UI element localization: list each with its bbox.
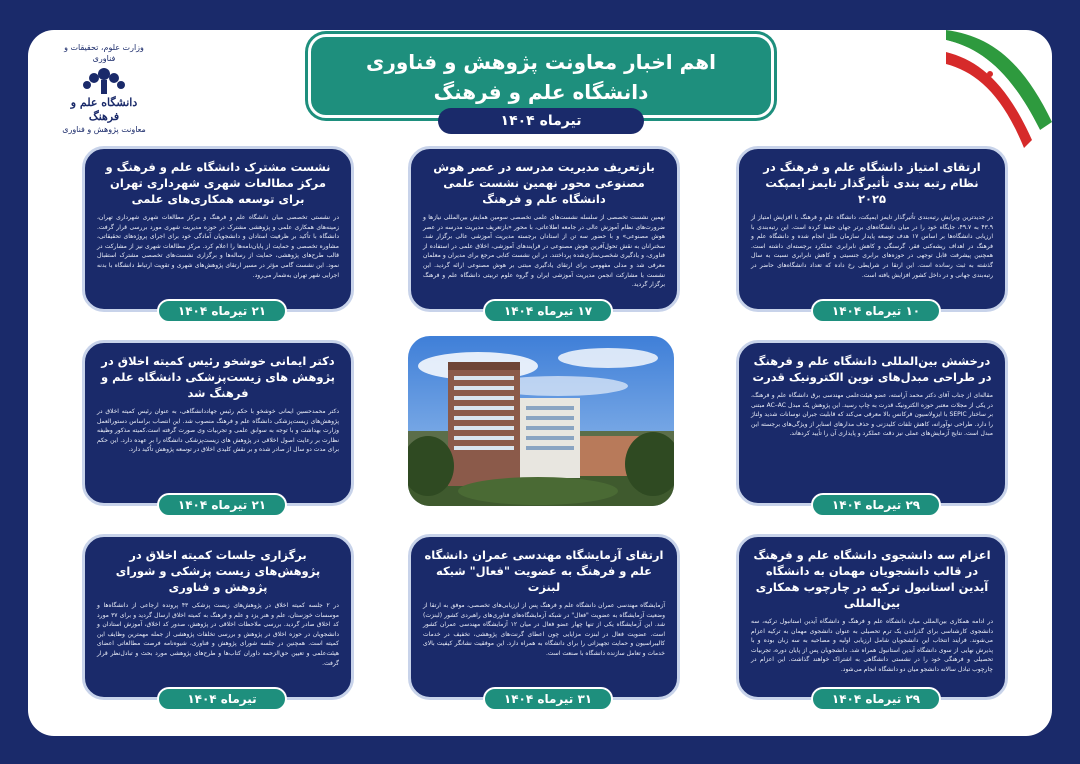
- news-card-ethics-research-council: [82, 534, 354, 706]
- iran-flag-icon: [940, 30, 1052, 150]
- page-title-line-1: اهم اخبار معاونت پژوهش و فناوری: [366, 50, 716, 74]
- news-card-date: ۳۱ تیرماه ۱۴۰۴: [483, 687, 613, 711]
- news-card-times-impact: [736, 146, 1008, 318]
- news-card-date: تیرماه ۱۴۰۴: [157, 687, 287, 711]
- news-card-title: ارتقای آزمایشگاه مهندسی عمران دانشگاه علم و فرهنگ به عضویت "فعال" شبکه لبنزت: [424, 548, 664, 594]
- news-card-ethics-committee-head: [82, 340, 354, 512]
- news-card-power-electronics: [736, 340, 1008, 512]
- news-card-body: در نشستی تخصصی میان دانشگاه علم و فرهنگ و مرکز مطالعات شهری شهرداری تهران، زمینه‌های همکاری علمی و پژوهشی مشترک در حوزه مدیریت شهری مورد بررسی قرار گرفت. دانشگاه با تأکید بر ظرفیت استادان و دانشجویان آمادگی خود برای اجرای پروژه‌های تحقیقاتی، مشاوره تخصصی و حمایت از پایان‌نامه‌ها را اعلام کرد. مرکز مطالعات شهری نیز از مشارکت در قالب طرح‌های پژوهشی، حمایت از رساله‌ها و برگزاری نشست‌های تخصصی مشترک استقبال نمود. این نشست گامی مؤثر در مسیر ارتقای پژوهش‌های شهری و تقویت ارتباط دانشگاه با بدنه اجرایی شهر تهران به‌شمار می‌رود.: [97, 214, 339, 279]
- news-card-title: بازتعریف مدیریت مدرسه در عصر هوش مصنوعی محور نهمین نشست علمی دانشگاه علم و فرهنگ: [433, 160, 655, 206]
- news-card-body: در جدیدترین ویرایش رتبه‌بندی تأثیرگذار تایمز ایمپکت، دانشگاه علم و فرهنگ با افزایش امتیاز از ۴۳.۹ به ۴۹.۷، جایگاه خود را در میان دانشگاه‌های برتر جهان حفظ کرده است. این رتبه‌بندی با ارزیابی دانشگاه‌ها بر اساس ۱۷ هدف توسعه پایدار سازمان ملل انجام شده و دانشگاه علم و فرهنگ در اهداف ریشه‌کنی فقر، گرسنگی و کاهش نابرابری عملکرد برجسته‌ای داشته است. همچنین پیشرفت قابل توجهی در حوزه‌های برابری جنسیتی و کاهش نابرابری نسبت به سال گذشته به ثبت رسانده است. این ارتقا در شرایطی رخ داده که تعداد دانشگاه‌های حاضر در رتبه‌بندی جهانی و در داخل کشور افزایش یافته است.: [751, 214, 993, 279]
- header-date-badge: تیرماه ۱۴۰۴: [438, 108, 644, 134]
- news-card-title: ارتقای امتیاز دانشگاه علم و فرهنگ در نظام رتبه بندی تأثیرگذار تایمز ایمپکت ۲۰۲۵: [763, 160, 981, 206]
- news-card-date: ۱۰ تیرماه ۱۴۰۴: [811, 299, 941, 323]
- news-card-date: ۲۱ تیرماه ۱۴۰۴: [157, 299, 287, 323]
- news-card-ai-school-management: [408, 146, 680, 318]
- logo-ministry-text: وزارت علوم، تحقیقات و فناوری: [64, 43, 144, 63]
- news-card-title: اعزام سه دانشجوی دانشگاه علم و فرهنگ در قالب دانشجویان مهمان به دانشگاه آیدین استانبول ترکیه در چارچوب همکاری بین‌المللی: [753, 548, 991, 610]
- news-card-body: دکتر محمدحسین ایمانی خوشخو با حکم رئیس جهاددانشگاهی، به عنوان رئیس کمیته اخلاق در پژوهش‌های زیست‌پزشکی دانشگاه علم و فرهنگ منصوب شد. این انتصاب براساس دستورالعمل وزارت بهداشت و با توجه به سوابق علمی و تجربیات وی صورت گرفته است.کمیته مذکور وظیفه نظارت بر رعایت اصول اخلاقی در پژوهش های زیست‌پزشکی دانشگاه را بر عهده دارد. این حکم برای مدت دو سال از صادر شده و بر نقش کلیدی اخلاق در توسعه پژوهش تأکید دارد.: [97, 408, 339, 454]
- news-card-tehran-urban-studies: [82, 146, 354, 318]
- campus-building-photo: [408, 336, 674, 506]
- news-card-title: دکتر ایمانی خوشخو رئیس کمیته اخلاق در پژوهش های زیست‌پزشکی دانشگاه علم و فرهنگ شد: [101, 354, 335, 400]
- university-emblem-icon: [81, 66, 127, 96]
- campus-building-image: [408, 336, 674, 506]
- logo-deputy-text: معاونت پژوهش و فناوری: [62, 125, 146, 134]
- news-card-body: نهمین نشست تخصصی از سلسله نشست‌های علمی تخصصی سومین همایش بین‌المللی نیازها و ضرورت‌های نظام آموزش عالی در جامعه اطلاعاتی، با محور «بازتعریف مدیریت مدرسه در عصر هوش مصنوعی» و با حضور سه تن از استادان برجسته مدیریت آموزشی عالی برگزار شد. سخنرانان به نقش تحول‌آفرین هوش مصنوعی در فرایندهای آموزشی، اخلاق علمی در استفاده از فناوری، و یادگیری شخصی‌سازی‌شده پرداختند. در این نشست کتابی مرجع برای مدیران و معلمان معرفی شد و مدلی مفهومی برای ارتقای یادگیری مبتنی بر هوش مصنوعی ارائه گردید. این نشست با مشارکت انجمن مدیریت آموزشی ایران و گروه علوم تربیتی دانشگاه علم و فرهنگ برگزار گردید.: [423, 214, 665, 289]
- news-card-title: برگزاری جلسات کمیته اخلاق در پژوهش‌های زیست پزشکی و شورای پژوهش و فناوری: [115, 548, 321, 594]
- news-card-date: ۲۹ تیرماه ۱۴۰۴: [811, 687, 941, 711]
- news-card-civil-lab-labnet: [408, 534, 680, 706]
- news-card-date: ۲۹ تیرماه ۱۴۰۴: [811, 493, 941, 517]
- news-card-body: آزمایشگاه مهندسی عمران دانشگاه علم و فرهنگ پس از ارزیابی‌های تخصصی، موفق به ارتقا از وضعیت آزمایشگاه به عضویت "فعال" در شبکه آزمایشگاه‌های فناوری‌های راهبردی کشور (لبنزت) شد. این آزمایشگاه یکی از تنها چهار عضو فعال در میان ۱۲ آزمایشگاه مهندسی عمران کشور است. عضویت فعال در لبنزت مزایایی چون اعطای گرنت‌های پژوهشی، تخفیف در خدمات کالیبراسیون و حمایت تجهیزاتی را برای دانشگاه به همراه دارد. این موفقیت نشانگر کیفیت بالای خدمات و تعامل سازنده دانشگاه با صنعت است.: [423, 602, 665, 657]
- university-logo: [58, 42, 150, 134]
- news-card-body: در ۲ جلسه کمیته اخلاق در پژوهش‌های زیست پزشکی ۴۳ پرونده ارجاعی از دانشگاه‌ها و موسسات خوزستان، علم و هنر یزد و علم و فرهنگ به کمیته اخلاق ارسال گردید و برای ۳۷ مورد کد اخلاق صادر گردید. بررسی ملاحظات اخلاقی در پژوهش، صدور کد اخلاق، آموزش استادان و دانشجویان در حوزه اخلاق در پژوهش و بررسی تخلفات پژوهشی از جمله مهمترین وظایف این کمیته است. همچنین در جلسه شورای پژوهش و فناوری، شیوه‌نامه فرصت مطالعاتی اعضای هیئت‌علمی و تعیین حق‌الزحمه داوران کتاب‌ها و طرح‌های پژوهشی مورد بحث و تبادل‌نظر قرار گرفت.: [97, 602, 339, 667]
- news-card-istanbul-exchange: [736, 534, 1008, 706]
- news-card-body: در ادامه همکاری بین‌المللی میان دانشگاه علم و فرهنگ و دانشگاه آیدین استانبول ترکیه، سه دانشجوی کارشناسی برای گذراندن یک ترم تحصیلی به عنوان دانشجوی مهمان به ترکیه اعزام می‌شوند. فرایند انتخاب این دانشجویان شامل ارزیابی اولیه و مصاحبه به سه زبان بوده و با پذیرش نهایی از سوی دانشگاه آیدین استانبول همراه شد. دانشجویان پس از پایان دوره، تجربیات تحصیلی و فرهنگی خود را در نشستی دانشگاهی به اشتراک خواهند گذاشت. این اعزام در چارچوب تبادل سالانه دانشجو میان دو دانشگاه انجام می‌شود.: [751, 618, 993, 673]
- news-card-body: مقاله‌ای از جناب آقای دکتر محمد آراسته، عضو هیئت‌علمی مهندسی برق دانشگاه علم و فرهنگ، در یکی از مجلات معتبر حوزه الکترونیک قدرت به چاپ رسید. این پژوهش یک مبدل AC–AC مبتنی بر ساختار SEPIC با ایزولاسیون فرکانس بالا معرفی می‌کند که قابلیت جبران نوسانات شدید ولتاژ را دارد. طراحی نوآورانه، کاهش تلفات کلیدزنی و حذف مدارهای اسنابر از ویژگی‌های برجسته این مبدل است. نتایج آزمایش‌های عملی نیز دقت عملکرد و پایداری آن را تأیید کردهاند.: [751, 392, 993, 438]
- news-card-title: درخشش بین‌المللی دانشگاه علم و فرهنگ در طراحی مبدل‌های نوین الکترونیک قدرت: [752, 354, 992, 384]
- page-title-line-2: دانشگاه علم و فرهنگ: [433, 80, 649, 104]
- news-card-title: نشست مشترک دانشگاه علم و فرهنگ و مرکز مطالعات شهری شهرداری تهران برای توسعه همکاری‌های علمی: [105, 160, 331, 206]
- news-card-date: ۱۷ تیرماه ۱۴۰۴: [483, 299, 613, 323]
- news-card-date: ۲۱ تیرماه ۱۴۰۴: [157, 493, 287, 517]
- logo-university-name: دانشگاه علم و فرهنگ: [70, 96, 138, 123]
- page-title-box: [308, 34, 774, 118]
